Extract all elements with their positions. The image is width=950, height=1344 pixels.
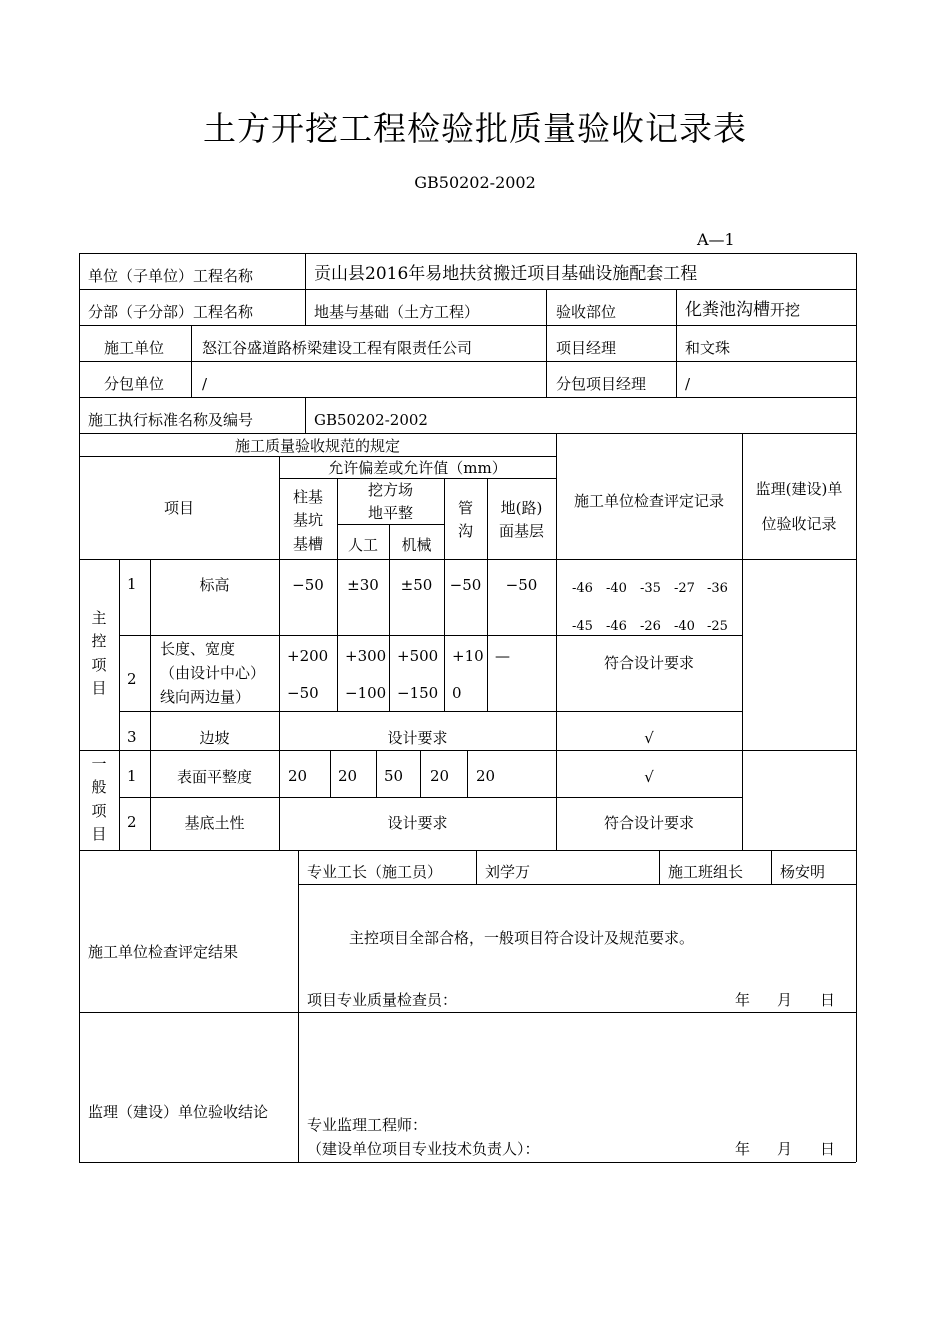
- supervision-engineer-label: 专业监理工程师：: [307, 1116, 428, 1134]
- supervision-month: 月: [777, 1140, 793, 1158]
- form-number: A—1: [697, 230, 735, 249]
- general-row-2-name: 基底土性: [184, 814, 245, 832]
- page-title: 土方开挖工程检验批质量验收记录表: [203, 109, 747, 148]
- unit-label: 单位（子单位）工程名称: [88, 267, 254, 285]
- supervision-day: 日: [820, 1140, 836, 1158]
- result-year: 年: [735, 991, 751, 1009]
- standard-label: 施工执行标准名称及编号: [88, 411, 254, 429]
- col-ditch-header: 管 沟: [457, 499, 473, 541]
- check-value: -46: [606, 619, 627, 634]
- main-row-2-ditch-upper: +10: [452, 647, 484, 665]
- tolerance-label: 允许偏差或允许值（mm）: [328, 459, 507, 477]
- subcontractor-label: 分包单位: [104, 375, 165, 393]
- main-row-2-pit-upper: +200: [287, 647, 329, 665]
- check-value: -36: [707, 581, 728, 596]
- main-items-group-label: 主 控 项 目: [91, 609, 107, 697]
- main-row-1-ditch: −50: [449, 576, 482, 594]
- check-value: -35: [640, 581, 661, 596]
- unit-value: 贡山县2016年易地扶贫搬迁项目基础设施配套工程: [314, 264, 698, 284]
- contractor-label: 施工单位: [104, 339, 165, 357]
- main-row-2-name-3: 线向两边量）: [160, 688, 251, 706]
- inspection-part-value: 化粪池沟槽开挖: [685, 300, 801, 320]
- general-row-1-value: 20: [430, 767, 450, 785]
- general-row-2-check: 符合设计要求: [603, 814, 694, 832]
- col-road-header: 地(路) 面基层: [498, 499, 544, 541]
- inspector-label: 项目专业质量检查员：: [307, 991, 458, 1009]
- col-site-header: 挖方场 地平整: [367, 481, 413, 523]
- subcontractor-value: /: [202, 375, 208, 393]
- sub-project-value: 地基与基础（土方工程）: [314, 303, 480, 321]
- main-row-3-name: 边坡: [199, 729, 230, 747]
- supervision-label: 监理（建设）单位验收结论: [88, 1103, 269, 1121]
- contractor-value: 怒江谷盛道路桥梁建设工程有限责任公司: [202, 339, 473, 357]
- item-header: 项目: [163, 499, 194, 517]
- general-items-group-label: 一 般 项 目: [91, 755, 107, 843]
- main-row-2-ditch-lower: 0: [452, 684, 462, 702]
- check-value: -40: [606, 581, 627, 596]
- foreman-value: 刘学万: [485, 863, 531, 881]
- result-month: 月: [777, 991, 793, 1009]
- result-label: 施工单位检查评定结果: [88, 943, 239, 961]
- spec-section-label: 施工质量验收规范的规定: [234, 437, 400, 455]
- foreman-label: 专业工长（施工员）: [307, 863, 443, 881]
- main-row-2-name-1: 长度、宽度: [160, 640, 236, 658]
- main-row-1-no: 1: [127, 575, 137, 593]
- main-row-2-manual-lower: −100: [345, 684, 387, 702]
- owner-tech-label: （建设单位项目专业技术负责人）：: [307, 1140, 540, 1158]
- general-row-1-value: 20: [288, 767, 308, 785]
- general-row-1-name: 表面平整度: [176, 768, 252, 786]
- col-pit-header: 柱基 基坑 基槽: [292, 488, 323, 553]
- standard-value: GB50202-2002: [314, 411, 428, 429]
- main-row-2-pit-lower: −50: [287, 684, 319, 702]
- general-row-2-spec: 设计要求: [387, 814, 448, 832]
- main-row-3-check: √: [644, 729, 654, 747]
- sub-pm-value: /: [685, 375, 691, 393]
- check-value: -25: [707, 619, 728, 634]
- main-row-2-machine-lower: −150: [397, 684, 439, 702]
- main-row-1-road: −50: [505, 576, 538, 594]
- main-row-1-pit: −50: [292, 576, 324, 594]
- general-row-1-no: 1: [127, 767, 137, 785]
- main-row-3-spec: 设计要求: [387, 729, 448, 747]
- main-row-2-name-2: （由设计中心）: [160, 664, 266, 682]
- main-row-2-road: —: [495, 647, 510, 665]
- standard-code: GB50202-2002: [414, 173, 536, 192]
- team-leader-value: 杨安明: [780, 863, 826, 881]
- project-manager-value: 和文珠: [685, 339, 731, 357]
- main-row-2-no: 2: [127, 670, 137, 688]
- result-statement: 主控项目全部合格，一般项目符合设计及规范要求。: [349, 929, 695, 947]
- col-supervision-header: 监理(建设)单 位验收记录: [755, 480, 843, 533]
- team-leader-label: 施工班组长: [668, 863, 744, 881]
- sub-pm-label: 分包项目经理: [556, 375, 647, 393]
- main-row-2-manual-upper: +300: [345, 647, 387, 665]
- supervision-year: 年: [735, 1140, 751, 1158]
- result-day: 日: [820, 991, 836, 1009]
- general-row-2-no: 2: [127, 813, 137, 831]
- col-check-header: 施工单位检查评定记录: [573, 492, 724, 510]
- col-machine-header: 机械: [401, 536, 432, 554]
- project-manager-label: 项目经理: [556, 339, 617, 357]
- col-manual-header: 人工: [347, 536, 378, 554]
- check-value: -45: [572, 619, 593, 634]
- sub-project-label: 分部（子分部）工程名称: [88, 303, 254, 321]
- check-value: -40: [674, 619, 695, 634]
- check-value: -26: [640, 619, 661, 634]
- check-value: -27: [674, 581, 695, 596]
- general-row-1-value: 20: [338, 767, 358, 785]
- check-value: -46: [572, 581, 593, 596]
- main-row-2-machine-upper: +500: [397, 647, 439, 665]
- general-row-1-check: √: [644, 768, 654, 786]
- main-row-1-manual: ±30: [347, 576, 379, 594]
- general-row-1-value: 20: [476, 767, 496, 785]
- main-row-3-no: 3: [127, 728, 137, 746]
- main-row-1-name: 标高: [199, 576, 230, 594]
- main-row-2-check: 符合设计要求: [603, 654, 694, 672]
- main-row-1-machine: ±50: [400, 576, 433, 594]
- inspection-part-label: 验收部位: [556, 303, 617, 321]
- general-row-1-value: 50: [384, 767, 404, 785]
